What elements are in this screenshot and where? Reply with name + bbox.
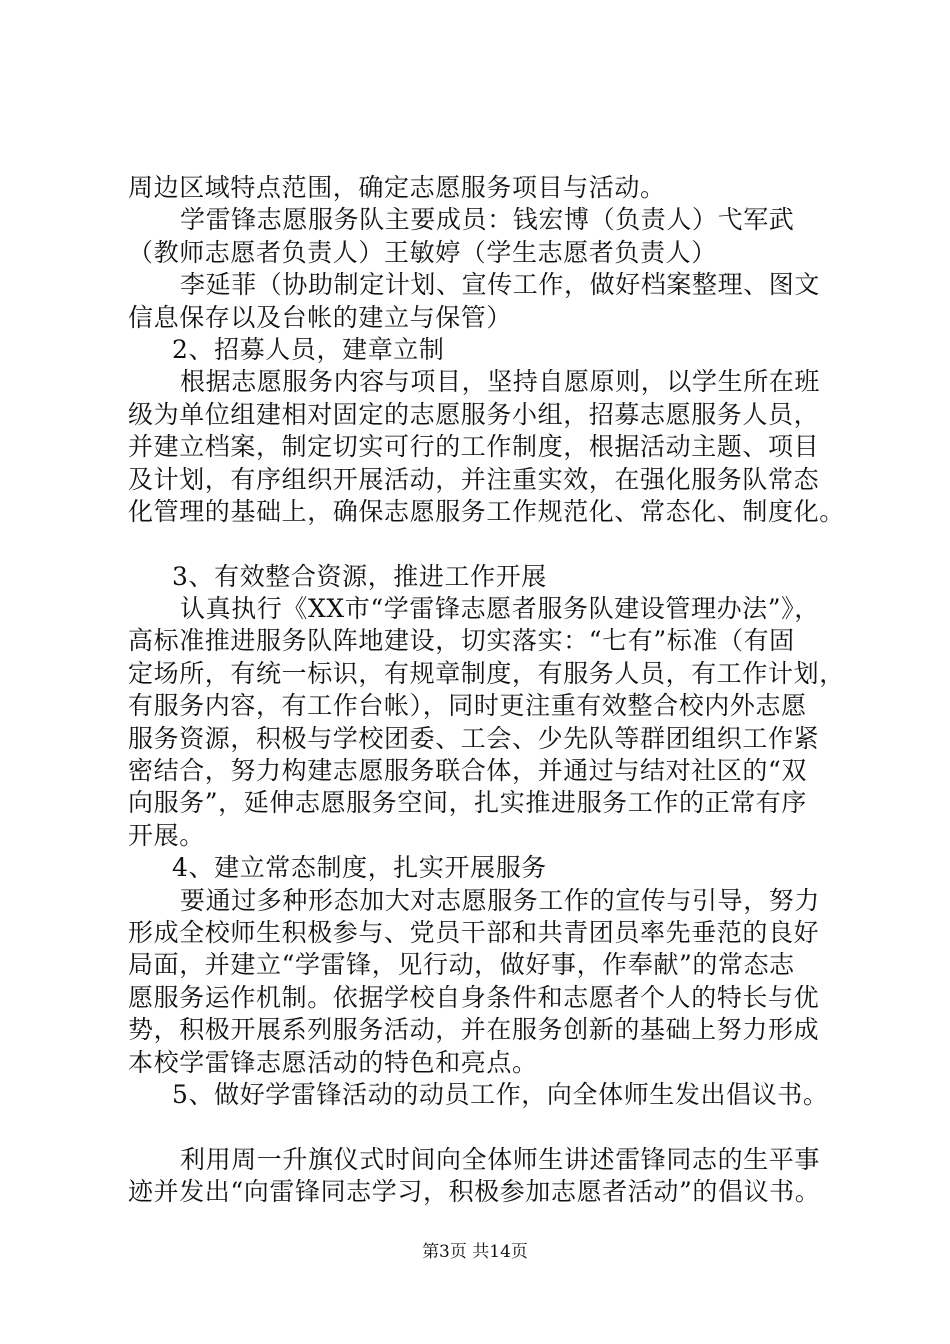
text-line: 要通过多种形态加大对志愿服务工作的宣传与引导，努力: [180, 885, 821, 915]
text-line: 服务资源，积极与学校团委、工会、少先队等群团组织工作紧: [128, 723, 820, 753]
text-line: 及计划，有序组织开展活动，并注重实效，在强化服务队常态: [128, 464, 820, 494]
text-line: 有服务内容，有工作台帐），同时更注重有效整合校内外志愿: [128, 691, 807, 721]
text-line: 周边区域特点范围，确定志愿服务项目与活动。: [128, 173, 666, 202]
text-line: 定场所，有统一标识，有规章制度，有服务人员，有工作计划，: [128, 658, 845, 688]
text-line: 学雷锋志愿服务队主要成员：钱宏博（负责人）弋军武: [180, 205, 795, 235]
text-line: （教师志愿者负责人）王敏婷（学生志愿者负责人）: [128, 237, 717, 267]
text-line: 利用周一升旗仪式时间向全体师生讲述雷锋同志的生平事: [180, 1144, 821, 1174]
section-heading-3: 3、有效整合资源，推进工作开展: [172, 561, 547, 591]
text-line: 并建立档案，制定切实可行的工作制度，根据活动主题、项目: [128, 432, 820, 462]
text-line: 开展。: [128, 820, 205, 850]
section-heading-2: 2、招募人员，建章立制: [172, 334, 445, 364]
text-line: 根据志愿服务内容与项目，坚持自愿原则，以学生所在班: [180, 367, 821, 397]
text-line: 局面，并建立“学雷锋，见行动，做好事，作奉献”的常态志: [128, 950, 795, 980]
paragraph-gap: [128, 1111, 848, 1143]
text-line: 认真执行《XX市“学雷锋志愿者服务队建设管理办法”》，: [180, 594, 820, 624]
text-line: 形成全校师生积极参与、党员干部和共青团员率先垂范的良好: [128, 917, 820, 947]
paragraph-gap: [128, 528, 848, 560]
text-line: 势，积极开展系列服务活动，并在服务创新的基础上努力形成: [128, 1015, 820, 1045]
document-body: [128, 172, 848, 1209]
text-line: 密结合，努力构建志愿服务联合体，并通过与结对社区的“双: [128, 756, 807, 786]
text-line: 级为单位组建相对固定的志愿服务小组，招募志愿服务人员，: [128, 399, 820, 429]
text-line: 迹并发出“向雷锋同志学习，积极参加志愿者活动”的倡议书。: [128, 1177, 821, 1207]
page-number-footer: 第3页 共14页: [422, 1242, 528, 1262]
text-line: 化管理的基础上，确保志愿服务工作规范化、常态化、制度化。: [128, 496, 845, 526]
text-line: 李延菲（协助制定计划、宣传工作，做好档案整理、图文: [180, 270, 821, 300]
section-heading-4: 4、建立常态制度，扎实开展服务: [172, 853, 547, 883]
text-line: 本校学雷锋志愿活动的特色和亮点。: [128, 1047, 538, 1077]
text-line: 高标准推进服务队阵地建设，切实落实：“七有”标准（有固: [128, 626, 795, 656]
text-line: 向服务”，延伸志愿服务空间，扎实推进服务工作的正常有序: [128, 788, 807, 818]
text-line: 信息保存以及台帐的建立与保管）: [128, 302, 513, 332]
text-line: 愿服务运作机制。依据学校自身条件和志愿者个人的特长与优: [128, 982, 820, 1012]
section-heading-5: 5、做好学雷锋活动的动员工作，向全体师生发出倡议书。: [172, 1079, 829, 1109]
